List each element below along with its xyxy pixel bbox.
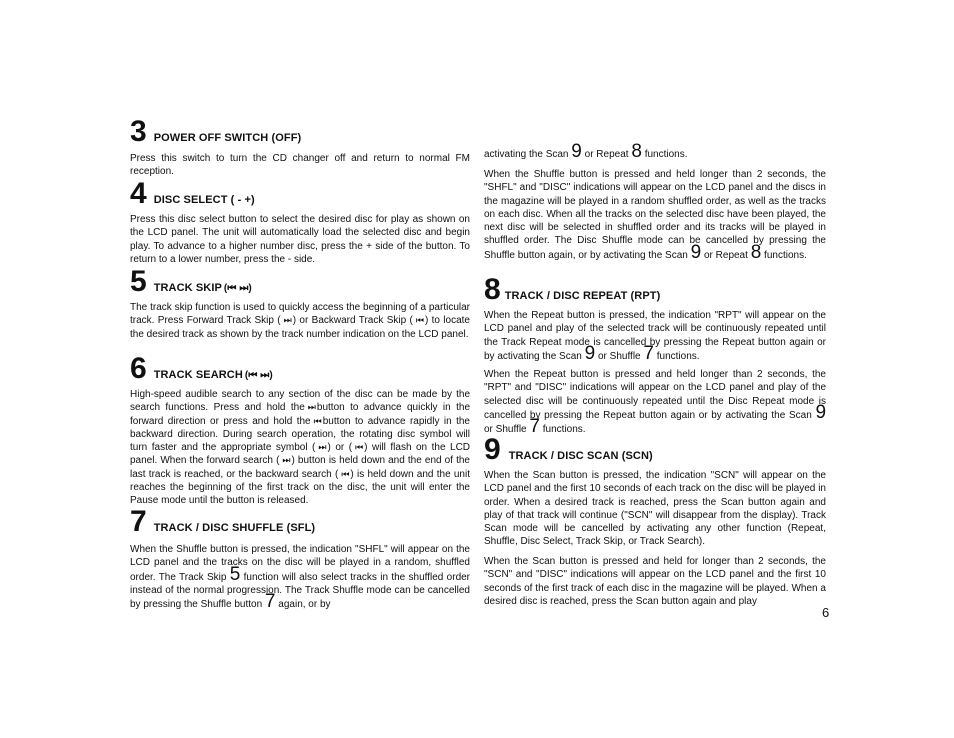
section-title: DISC SELECT ( - +) bbox=[153, 194, 255, 206]
text-part: again, or by bbox=[278, 599, 331, 611]
section-number: 8 bbox=[484, 273, 501, 306]
text-part: button to advance quickly in the forward direction or press and hold the bbox=[130, 402, 470, 427]
text-part: functions. bbox=[764, 249, 807, 261]
section-5-text bbox=[130, 301, 470, 341]
button-number: 9 bbox=[690, 241, 702, 263]
button-number: 7 bbox=[643, 342, 654, 364]
text-part: The track skip function is used to quickly access the beginning of a particular track. Press Forward Track Skip ( bbox=[130, 302, 470, 327]
section-5-heading bbox=[130, 265, 252, 298]
section-title: TRACK SEARCH bbox=[153, 369, 243, 381]
text-part: or Repeat bbox=[584, 149, 629, 160]
backward-search-icon: ⏮ bbox=[341, 468, 348, 479]
text-part: When the Shuffle button is pressed, the indication "SHFL" will appear on the LCD panel and the tracks on the disc will be played in a random, shuffled order. The Track Skip bbox=[130, 544, 470, 583]
text-part: activating the Scan bbox=[484, 149, 569, 160]
section-9-text-2: When the Scan button is pressed and held for longer than 2 seconds, the "SCN" and "DISC" indications will appear on the LCD panel and the first 10 seconds of the first track of each disc in the magazine will be played. When a desired disc is reached, press the Scan button again and play bbox=[484, 556, 826, 607]
section-number: 9 bbox=[484, 433, 501, 466]
text-part: button to advance rapidly in the backward direction. During search operation, the rotating disc symbol will turn faster and the appropriate symbol ( bbox=[130, 415, 470, 454]
button-number: 8 bbox=[750, 241, 762, 263]
text-part: ) or Backward Track Skip ( bbox=[292, 315, 413, 327]
text-part: or Shuffle bbox=[484, 424, 527, 436]
text-part: When the Repeat button is pressed, the indication "RPT" will appear on the LCD panel and play of the selected track will be continuously repeated until the Track Repeat mode is cancelled by pressing the Repeat button again or by activating the Scan bbox=[484, 310, 826, 362]
button-number: 7 bbox=[264, 591, 276, 613]
section-number: 5 bbox=[130, 265, 147, 298]
text-part: ) is held down and the unit reaches the beginning of the first track on the disc, the unit will enter the Pause mode until the button is released. bbox=[130, 468, 470, 507]
backward-skip-icon: ⏮ bbox=[415, 315, 422, 326]
text-part: When the Shuffle button is pressed and held longer than 2 seconds, the "SHFL" and "DISC" indications will appear on the LCD panel and the discs in the magazine will be played in a random shuffled order, as well as the tracks on each disc. When all the tracks on the selected disc have been played, the next disc will be selected in shuffled order and its tracks will be played in shuffled order. The Disc Shuffle mode can be cancelled by pressing the Shuffle button again, or by activating the Scan bbox=[484, 169, 826, 261]
text-part: functions. bbox=[656, 350, 700, 362]
backward-search-icon: ⏮ bbox=[355, 442, 362, 453]
section-number: 3 bbox=[130, 115, 147, 148]
text-part: When the Repeat button is pressed and held longer than 2 seconds, the "RPT" and "DISC" indications will appear on the LCD panel and play of the selected disc will be continuously repeated until the Disc Repeat mode is cancelled by pressing the Repeat button again or by activating the Scan bbox=[484, 369, 826, 421]
section-9-heading bbox=[484, 433, 653, 466]
section-title: POWER OFF SWITCH (OFF) bbox=[153, 132, 302, 144]
section-8-text-2 bbox=[484, 368, 826, 436]
section-6-heading bbox=[130, 352, 273, 385]
section-4-heading bbox=[130, 177, 255, 210]
button-number: 5 bbox=[229, 563, 241, 585]
section-3-heading bbox=[130, 115, 302, 148]
skip-symbols: (⏮ ⏭) bbox=[223, 283, 252, 294]
button-number: 9 bbox=[571, 141, 582, 162]
text-part: functions. bbox=[644, 149, 688, 160]
text-part: or Repeat bbox=[703, 249, 748, 261]
section-number: 7 bbox=[130, 505, 147, 538]
shuffle-continued-text bbox=[484, 141, 826, 162]
section-9-text-1: When the Scan button is pressed, the indication "SCN" will appear on the LCD panel and the first 10 seconds of each track on the disc will be played in order. When a desired track is reached, press the Scan button again and play of that track will continue ("SCN" will disappear from the display). Track Scan mode will be cancelled by activating any other function (Repeat, Shuffle, Disc Select, Track Skip, or Track Search). bbox=[484, 470, 826, 548]
text-part: or Shuffle bbox=[597, 350, 641, 362]
text-part: ) or ( bbox=[327, 442, 353, 454]
text-part: function will also select tracks in the shuffled order instead of the normal progression. The Track Shuffle mode can be cancelled by pressing the Shuffle button bbox=[130, 571, 471, 611]
button-number: 7 bbox=[529, 416, 540, 438]
section-number: 4 bbox=[130, 177, 147, 210]
section-7-text bbox=[130, 543, 470, 611]
text-part: ) to locate the desired track as shown by the track number indication on the LCD panel. bbox=[130, 315, 470, 340]
section-7-heading bbox=[130, 505, 316, 538]
text-part: ) will flash on the LCD panel. When the forward search ( bbox=[130, 442, 471, 467]
forward-search-icon: ⏭ bbox=[307, 402, 314, 413]
button-number: 8 bbox=[631, 141, 642, 162]
section-title: TRACK / DISC SHUFFLE (SFL) bbox=[153, 522, 316, 534]
button-number: 9 bbox=[584, 342, 596, 364]
button-number: 9 bbox=[815, 401, 827, 423]
disc-shuffle-text bbox=[484, 168, 826, 262]
backward-search-icon: ⏮ bbox=[313, 415, 320, 426]
section-4-text: Press this disc select button to select the desired disc for play as shown on the LCD panel. The unit will automatically load the selected disc and begin play. To advance to a higher number disc, press the + side of the button. To return to a lower number, press the - side. bbox=[130, 214, 470, 265]
section-title: TRACK SKIP bbox=[153, 282, 222, 294]
search-symbols: (⏮ ⏭) bbox=[244, 370, 273, 381]
forward-skip-icon: ⏭ bbox=[283, 315, 290, 326]
page-number: 6 bbox=[822, 605, 830, 620]
section-3-text: Press this switch to turn the CD changer off and return to normal FM reception. bbox=[130, 153, 470, 178]
text-part: High-speed audible search to any section of the disc can be made by the search functions. Press and hold the bbox=[130, 389, 470, 414]
forward-search-icon: ⏭ bbox=[318, 442, 325, 453]
section-8-text-1 bbox=[484, 309, 826, 363]
section-title: TRACK / DISC REPEAT (RPT) bbox=[504, 290, 661, 302]
section-title: TRACK / DISC SCAN (SCN) bbox=[508, 450, 653, 462]
section-8-heading bbox=[484, 273, 661, 306]
text-part: ) button is held down and the end of the last track is reached, or the backward search ( bbox=[130, 455, 470, 480]
text-part: functions. bbox=[542, 424, 586, 436]
forward-search-icon: ⏭ bbox=[282, 455, 289, 466]
section-6-text bbox=[130, 388, 470, 508]
section-number: 6 bbox=[130, 352, 147, 385]
